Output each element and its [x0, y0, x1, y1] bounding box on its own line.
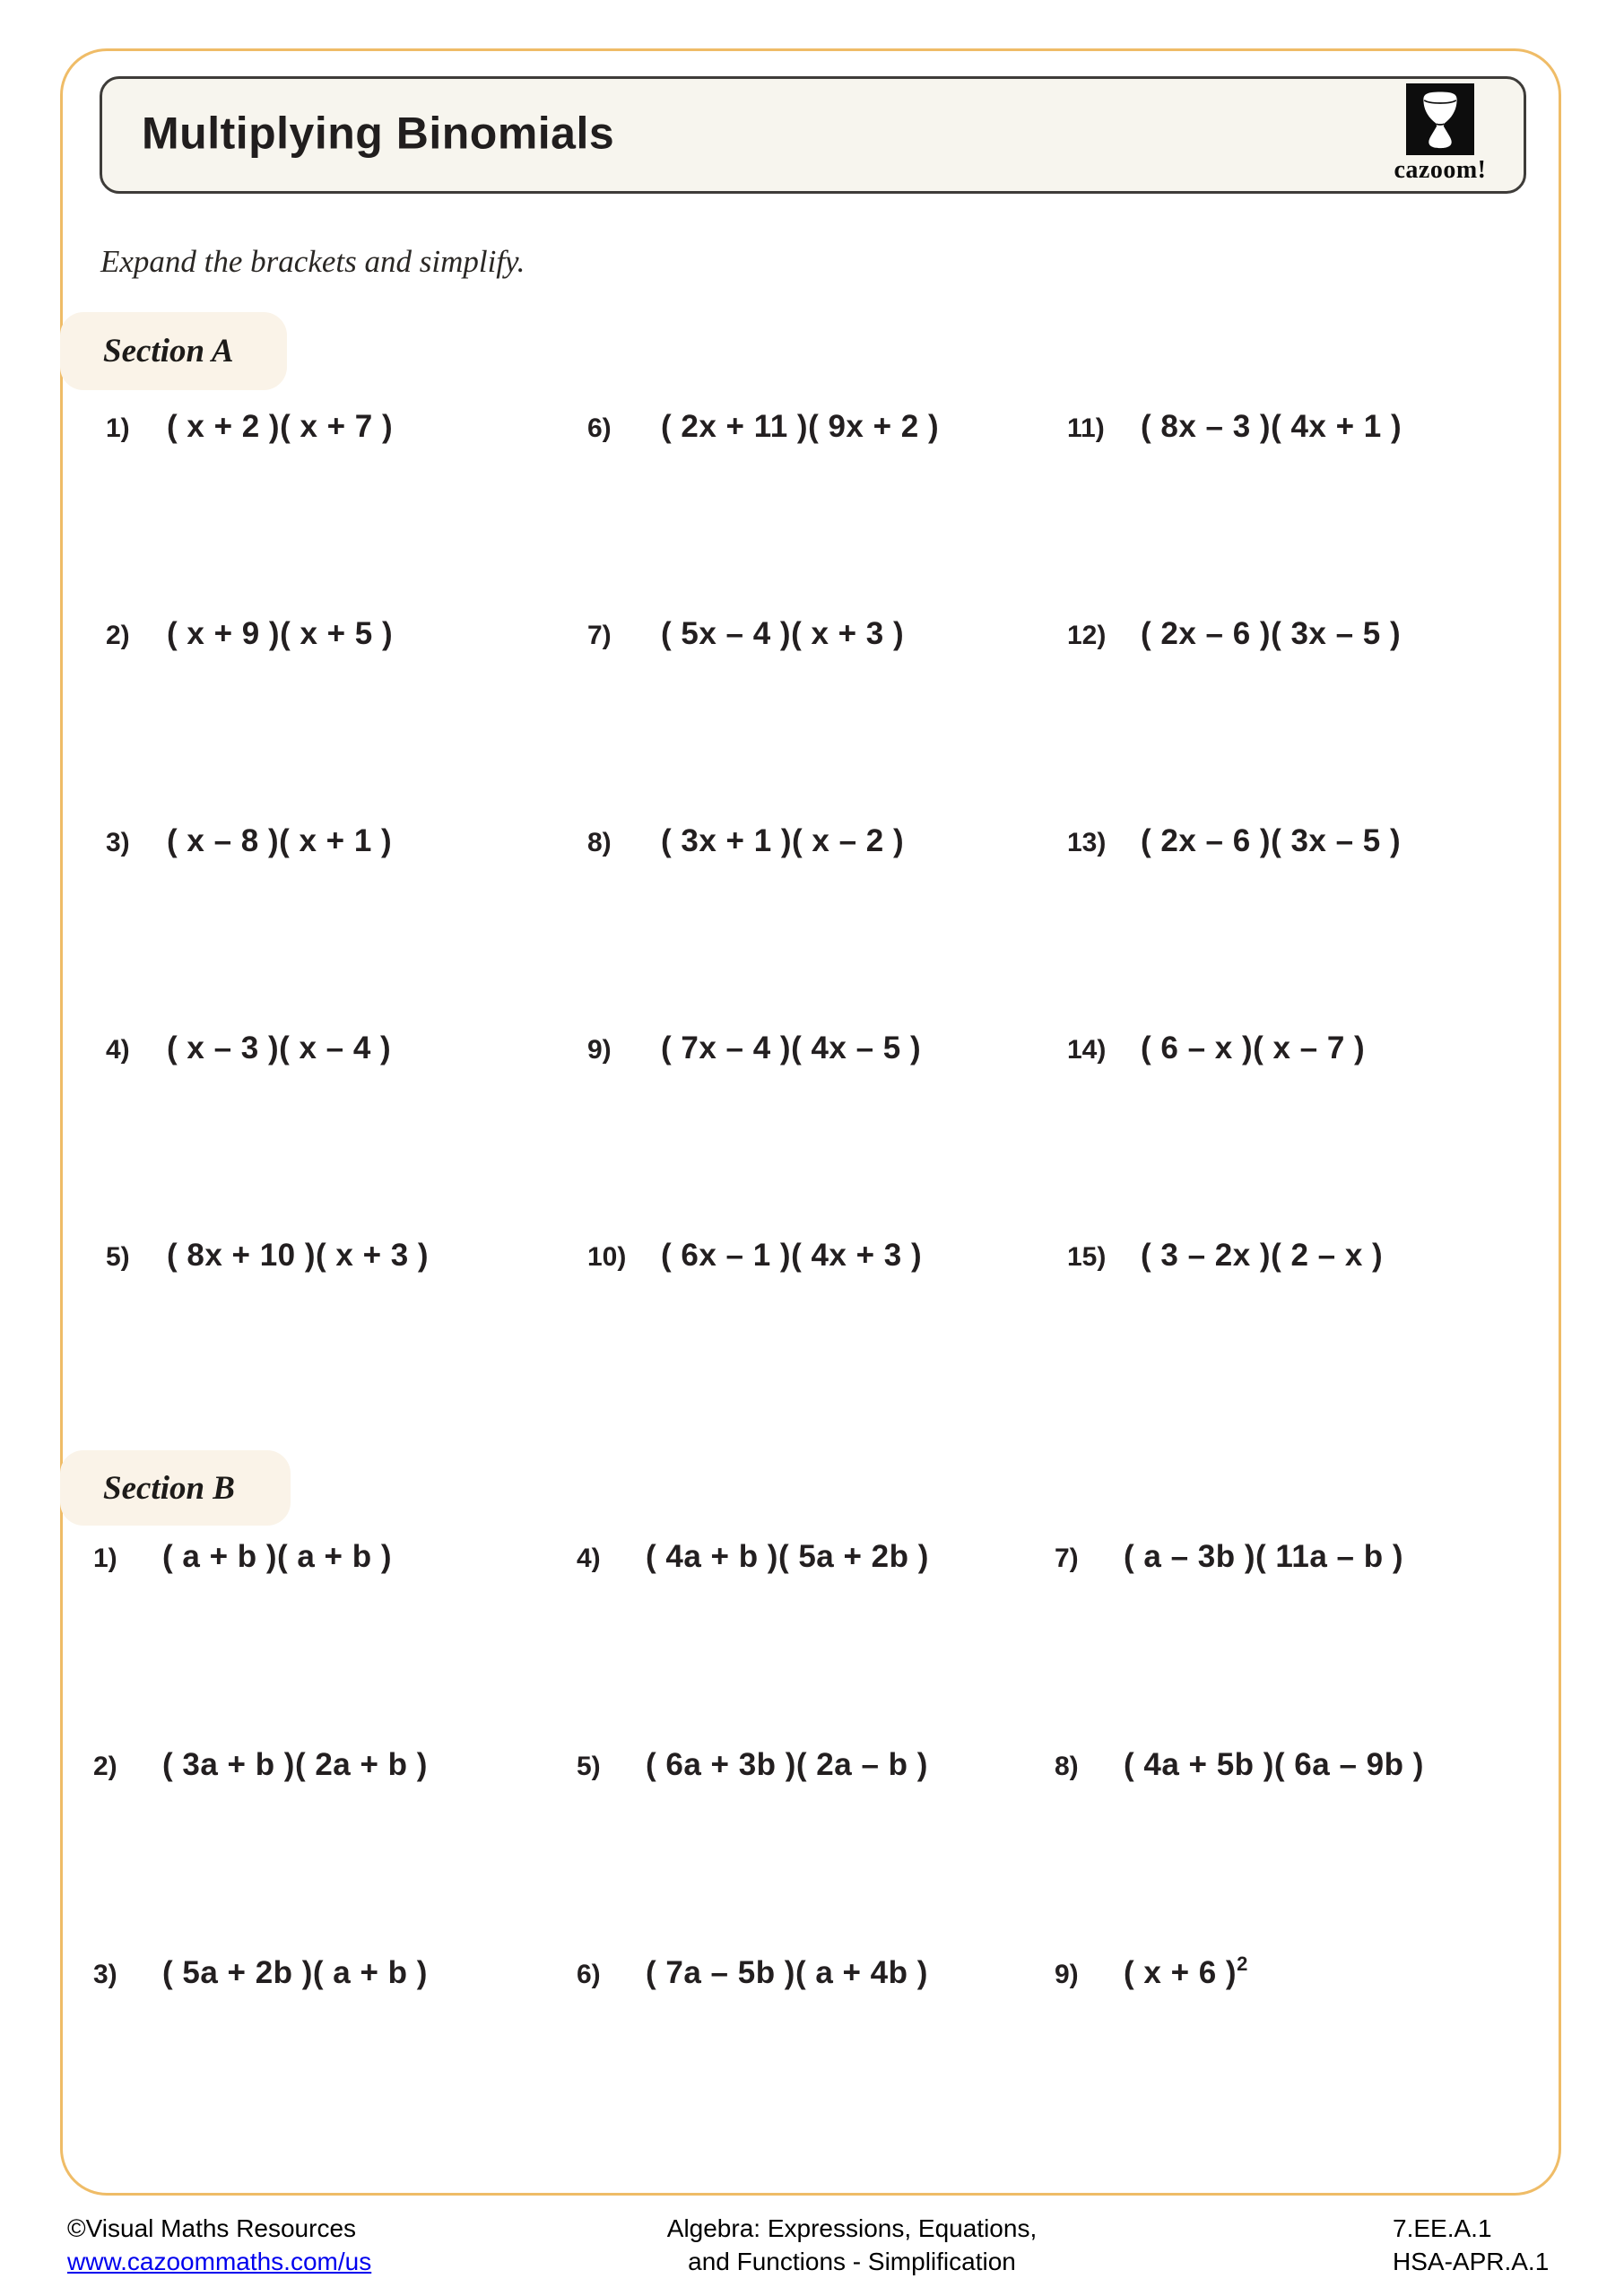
problem-number: 7) [587, 621, 612, 650]
problem-number: 3) [93, 1960, 117, 1989]
problem-expression: ( 7a – 5b )( a + 4b ) [646, 1955, 928, 1990]
problem-expression: ( x + 2 )( x + 7 ) [167, 409, 394, 444]
problem-expression: ( a + b )( a + b ) [162, 1539, 392, 1574]
problem-number: 14) [1067, 1035, 1107, 1065]
section-b-problem-7 [1055, 1535, 1403, 1580]
section-b-problem-6 [577, 1952, 928, 1996]
section-b-label-text: Section B [103, 1469, 235, 1507]
problem-number: 5) [106, 1242, 130, 1272]
topic-line-2: and Functions - Simplification [688, 2248, 1016, 2275]
problem-expression: ( x + 9 )( x + 5 ) [167, 616, 394, 651]
problem-expression: ( 8x – 3 )( 4x + 1 ) [1141, 409, 1403, 444]
problem-expression: ( 8x + 10 )( x + 3 ) [167, 1238, 430, 1273]
problem-expression: ( 6a + 3b )( 2a – b ) [646, 1747, 928, 1782]
problem-number: 1) [93, 1544, 117, 1573]
problem-number: 1) [106, 413, 130, 443]
problem-expression: ( 4a + b )( 5a + 2b ) [646, 1539, 929, 1574]
problem-number: 9) [1055, 1960, 1079, 1989]
problem-expression: ( a – 3b )( 11a – b ) [1124, 1539, 1403, 1574]
problem-number: 7) [1055, 1544, 1079, 1573]
copyright-text: ©Visual Maths Resources [67, 2214, 357, 2242]
topic-line-1: Algebra: Expressions, Equations, [666, 2214, 1038, 2242]
standard-code-2: HSA-APR.A.1 [1393, 2248, 1550, 2275]
problem-number: 8) [1055, 1752, 1079, 1781]
problem-expression: ( 6x – 1 )( 4x + 3 ) [661, 1238, 923, 1273]
footer-topic [583, 2212, 1121, 2278]
problem-expression: ( 3 – 2x )( 2 – x ) [1141, 1238, 1384, 1273]
logo-wordmark: cazoom! [1394, 156, 1487, 184]
section-a-label-text: Section A [103, 333, 234, 370]
problem-number: 3) [106, 828, 130, 857]
problem-expression: ( x + 6 )$^2$ [1124, 1952, 1248, 1990]
exponent: 2 [1237, 1952, 1248, 1975]
problem-number: 2) [106, 621, 130, 650]
problem-number: 13) [1067, 828, 1107, 857]
problem-expression: ( x – 8 )( x + 1 ) [167, 823, 393, 858]
problem-number: 8) [587, 828, 612, 857]
section-b-problem-8 [1055, 1744, 1424, 1788]
problem-number: 2) [93, 1752, 117, 1781]
problem-expression: ( 2x – 6 )( 3x – 5 ) [1141, 823, 1402, 858]
problem-expression: ( 4a + 5b )( 6a – 9b ) [1124, 1747, 1424, 1782]
problem-expression: ( 6 – x )( x – 7 ) [1141, 1031, 1366, 1065]
problem-number: 6) [587, 413, 612, 443]
section-b-problem-5 [577, 1744, 928, 1788]
problem-expression: ( 3a + b )( 2a + b ) [162, 1747, 428, 1782]
section-b-problem-4 [577, 1535, 929, 1580]
problem-number: 5) [577, 1752, 601, 1781]
website-link[interactable]: www.cazoommaths.com/us [67, 2248, 372, 2275]
problem-expression: ( 7x – 4 )( 4x – 5 ) [661, 1031, 922, 1065]
section-b-problem-2 [93, 1744, 428, 1788]
problem-number: 9) [587, 1035, 612, 1065]
standard-code-1: 7.EE.A.1 [1393, 2214, 1492, 2242]
problem-expression: ( 5x – 4 )( x + 3 ) [661, 616, 905, 651]
footer-standards [1393, 2212, 1549, 2278]
section-b-problem-9 [1055, 1952, 1248, 1996]
problem-expression: ( x – 3 )( x – 4 ) [167, 1031, 392, 1065]
page-title: Multiplying Binomials [142, 108, 615, 159]
footer-attribution [67, 2212, 371, 2278]
problem-number: 4) [577, 1544, 601, 1573]
problem-expression: ( 5a + 2b )( a + b ) [162, 1955, 428, 1990]
instruction-text: Expand the brackets and simplify. [100, 244, 525, 279]
problem-number: 11) [1067, 413, 1105, 443]
problem-number: 15) [1067, 1242, 1107, 1272]
section-b-problem-3 [93, 1952, 428, 1996]
problem-expression: ( 3x + 1 )( x – 2 ) [661, 823, 905, 858]
problem-number: 12) [1067, 621, 1107, 650]
problem-number: 4) [106, 1035, 130, 1065]
problem-expression: ( 2x – 6 )( 3x – 5 ) [1141, 616, 1402, 651]
problem-number: 6) [577, 1960, 601, 1989]
problem-number: 10) [587, 1242, 627, 1272]
problem-expression: ( 2x + 11 )( 9x + 2 ) [661, 409, 940, 444]
section-b-problem-1 [93, 1535, 392, 1580]
